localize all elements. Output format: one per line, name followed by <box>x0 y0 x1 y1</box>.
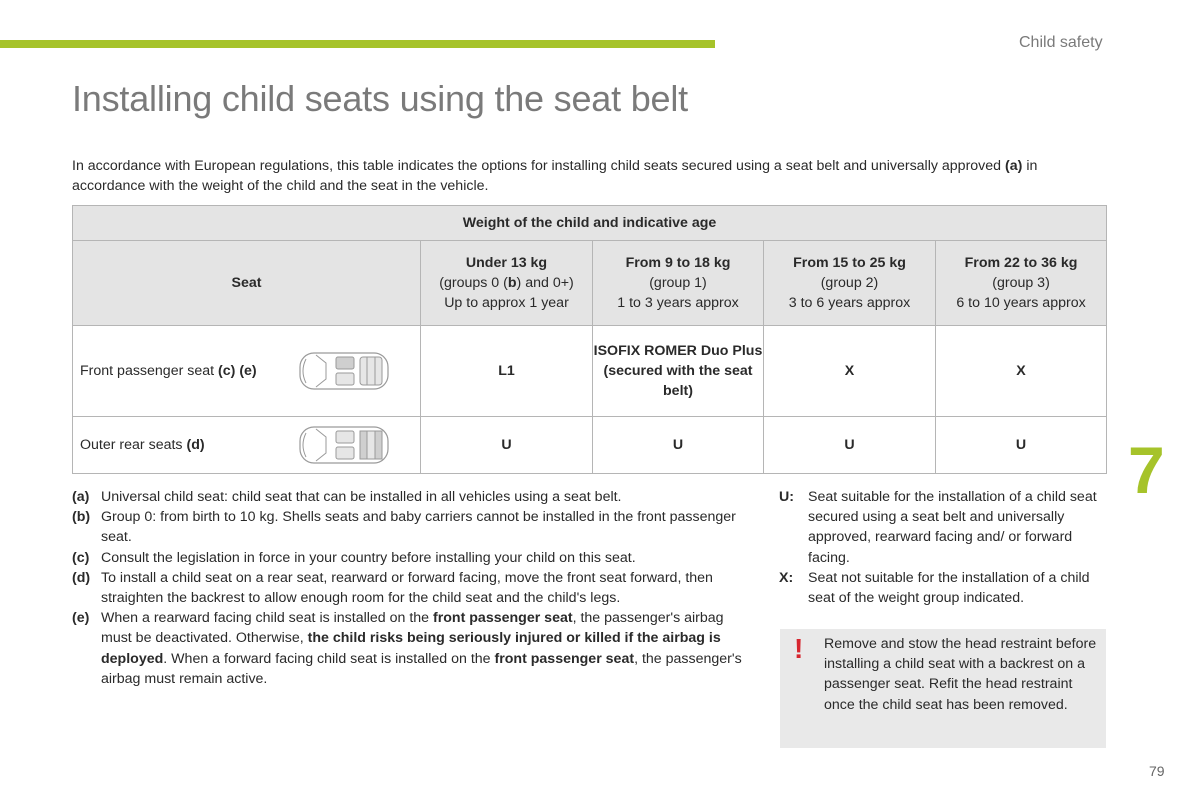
intro-paragraph <box>72 156 1112 196</box>
footnote-text: Universal child seat: child seat that can be installed in all vehicles using a seat belt. <box>101 489 622 505</box>
footnote-key: (d) <box>72 569 91 586</box>
seat-cell-rear <box>73 417 421 474</box>
column-weight: From 22 to 36 kg <box>964 255 1078 271</box>
cell-value: U <box>764 417 936 474</box>
column-group: (group 3) <box>992 275 1050 291</box>
cell-value: U <box>593 417 764 474</box>
header-accent-bar <box>0 40 715 48</box>
child-seat-table <box>72 205 1107 474</box>
text-run: , the passenger's airbag must be deactivated. Otherwise, <box>101 610 724 647</box>
cell-value: U <box>421 417 593 474</box>
seat-cell-front <box>73 326 421 417</box>
text-run: When a rearward facing child seat is installed on the <box>101 610 434 627</box>
table-row <box>73 417 1107 474</box>
intro-ref: (a) <box>1005 158 1023 174</box>
section-label: Child safety <box>1019 34 1103 51</box>
footnote <box>72 507 752 547</box>
footnote <box>72 487 752 507</box>
cell-value: ISOFIX ROMER Duo Plus (secured with the seat belt) <box>593 326 764 417</box>
text-run: , the passenger's airbag must remain active. <box>101 650 742 687</box>
cell-value: X <box>764 326 936 417</box>
column-header-group2 <box>764 241 936 326</box>
warning-text: Remove and stow the head restraint before installing a child seat with a backrest on a passenger seat. Refit the head restraint once the child seat has been removed. <box>824 636 1097 713</box>
warning-box <box>780 629 1106 748</box>
cell-value: U <box>936 417 1107 474</box>
footnote-key: (e) <box>72 610 90 627</box>
footnote-key: (b) <box>72 509 91 526</box>
legend-item <box>779 487 1109 568</box>
text-run: . When a forward facing child seat is installed on the <box>163 650 495 667</box>
legend-key: U: <box>779 489 794 505</box>
column-group <box>421 273 592 293</box>
text-bold: front passenger seat <box>494 650 635 667</box>
chapter-number: 7 <box>1128 433 1165 507</box>
intro-text: In accordance with European regulations, this table indicates the options for installing child seats secured using a seat belt and universally approved <box>72 158 1002 174</box>
table-row <box>73 326 1107 417</box>
seat-label: Outer rear seats <box>80 437 183 453</box>
column-weight: From 15 to 25 kg <box>793 255 906 271</box>
text-bold: front passenger seat <box>433 610 573 627</box>
column-group-post: ) and 0+) <box>516 275 574 291</box>
seat-refs: (c) (e) <box>218 363 257 379</box>
footnote <box>72 548 752 568</box>
legend-item <box>779 568 1109 608</box>
intro-text-2: in accordance with the weight of the child and the seat in the vehicle. <box>72 158 1038 194</box>
column-group: (group 2) <box>820 275 879 291</box>
table-header-row <box>73 241 1107 326</box>
column-age: 6 to 10 years approx <box>956 295 1086 311</box>
footnote <box>72 568 752 608</box>
column-weight: From 9 to 18 kg <box>625 255 731 271</box>
footnote-text: Group 0: from birth to 10 kg. Shells seats and baby carriers cannot be installed in the front passenger seat. <box>101 509 736 546</box>
footnote-airbag <box>72 608 752 689</box>
column-group-pre: (groups 0 ( <box>439 275 508 291</box>
column-weight: Under 13 kg <box>465 255 548 271</box>
footnote-text: Consult the legislation in force in your country before installing your child on this seat. <box>101 549 636 566</box>
cell-value: L1 <box>421 326 593 417</box>
column-group-ref: b <box>507 275 517 291</box>
footnote-key: (c) <box>72 549 90 566</box>
column-header-group3 <box>936 241 1107 326</box>
column-age: 3 to 6 years approx <box>788 295 911 311</box>
column-header-group0 <box>421 241 593 326</box>
warning-icon: ! <box>794 633 804 664</box>
footnote-text <box>101 608 752 689</box>
legend <box>779 487 1109 608</box>
page-number: 79 <box>1149 763 1165 779</box>
footnote-key: (a) <box>72 489 90 505</box>
legend-key: X: <box>779 569 794 586</box>
footnote-text: To install a child seat on a rear seat, rearward or forward facing, move the front seat forward, then straighten the backrest to allow enough room for the child seat and the child's legs. <box>101 569 713 607</box>
legend-text: Seat not suitable for the installation of a child seat of the weight group indicated. <box>808 569 1090 607</box>
legend-text: Seat suitable for the installation of a child seat secured using a seat belt and universally approved, rearward facing and/ or forward facing. <box>808 489 1097 566</box>
column-age: Up to approx 1 year <box>444 295 569 311</box>
column-group: (group 1) <box>649 275 707 291</box>
footnotes <box>72 487 752 689</box>
car-rear-seats-icon <box>296 423 392 467</box>
seat-refs: (d) <box>186 437 205 453</box>
table-top-header: Weight of the child and indicative age <box>73 206 1107 241</box>
seat-label: Front passenger seat <box>80 363 215 379</box>
column-header-group1 <box>593 241 764 326</box>
car-front-seat-icon <box>296 349 392 393</box>
column-age: 1 to 3 years approx <box>617 295 739 311</box>
cell-value: X <box>936 326 1107 417</box>
page-title: Installing child seats using the seat belt <box>72 78 688 119</box>
seat-column-header: Seat <box>73 241 421 326</box>
text-bold: the child risks being seriously injured or killed if the airbag is deployed <box>101 630 721 667</box>
